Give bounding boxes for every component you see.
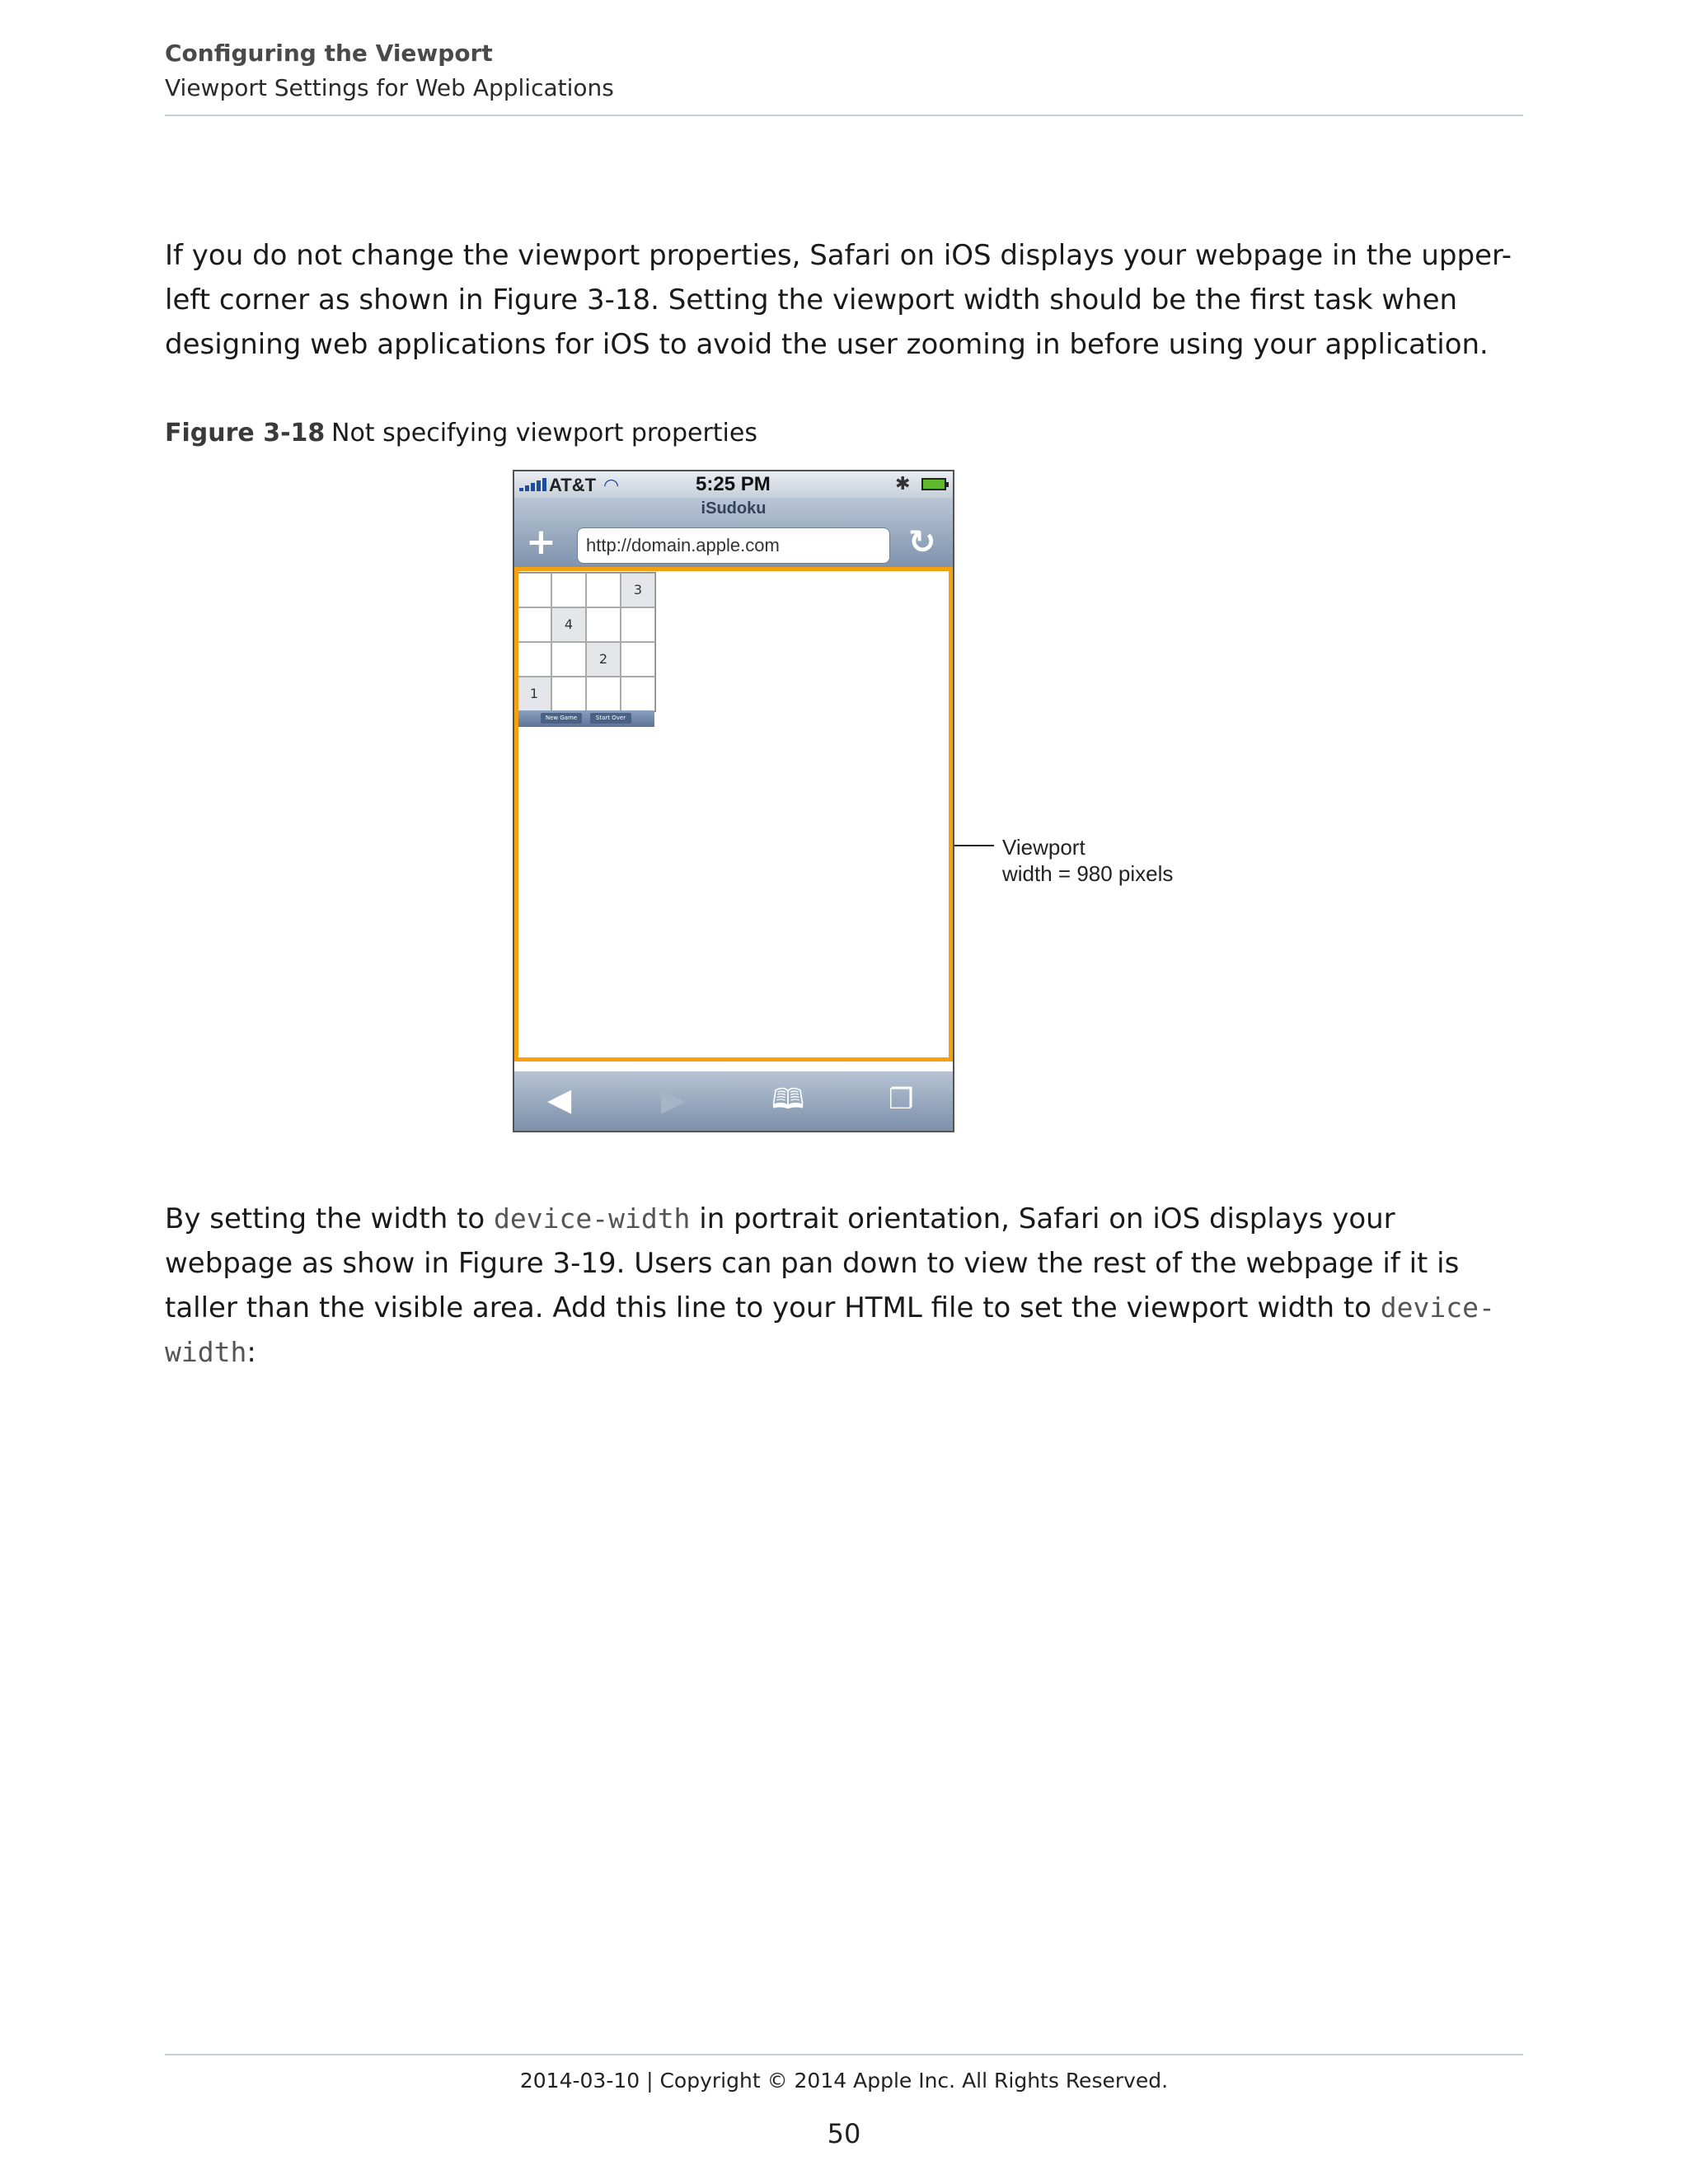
figure-label: Figure 3-18 [165,419,326,448]
para2-text-1: By setting the width to [165,1202,495,1235]
pages-icon[interactable]: ❐ [889,1083,914,1116]
callout-line-1: Viewport [1002,835,1085,860]
device-width-paragraph [165,1197,1525,1375]
intro-paragraph: If you do not change the viewport properties, Safari on iOS displays your webpage in the upper-left corner as shown in Figure 3-18. Setting the viewport width should be the first task when designing web applications for iOS to avoid the user zooming in before using your application. [165,239,1512,361]
sudoku-cell[interactable]: 2 [586,642,621,677]
safari-address-bar [514,498,953,567]
footer-copyright: 2014-03-10 | Copyright © 2014 Apple Inc. All Rights Reserved. [519,2069,1169,2093]
header-divider [165,115,1523,116]
page-title: iSudoku [701,499,767,518]
viewport-highlight [514,567,953,1062]
url-field[interactable]: http://domain.apple.com [577,527,890,564]
new-game-button[interactable]: New Game [541,713,582,724]
sudoku-cell[interactable]: 1 [517,677,551,711]
bluetooth-icon: ✱ [895,473,911,494]
running-header-section: Viewport Settings for Web Applications [165,74,614,101]
bookmarks-icon[interactable]: 🕮 [771,1083,805,1116]
status-bar [514,471,953,498]
callout-line-2: width = 980 pixels [1002,861,1174,886]
signal-strength-icon [519,478,546,491]
reload-icon[interactable]: ↻ [908,523,936,561]
iphone-screenshot [513,470,954,1132]
para2-text-2: in portrait orientation, Safari on iOS displays your webpage as show in Figure 3-19. Users can pan down to view the rest of the webpage if it is taller than the visible area. Add this line to your HTML file to set the viewport width to [165,1202,1460,1324]
para2-text-3: : [246,1336,256,1369]
safari-toolbar [514,1071,953,1131]
start-over-button[interactable]: Start Over [590,713,631,724]
running-header-chapter: Configuring the Viewport [165,40,493,67]
battery-icon [921,478,946,490]
sudoku-cell[interactable]: 4 [551,607,586,642]
status-time: 5:25 PM [696,473,771,495]
page-number: 50 [827,2118,861,2149]
carrier-name: AT&T [549,475,597,495]
device-width-code: device-width [494,1202,691,1235]
callout-leader-line [954,845,994,846]
figure-caption: Not specifying viewport properties [331,419,757,448]
footer-divider [165,2054,1523,2055]
viewport-callout [1002,834,1173,887]
back-icon[interactable]: ◀ [547,1081,572,1118]
forward-icon[interactable]: ▶ [661,1081,686,1118]
device-width-code: device-width [165,1291,1495,1368]
add-bookmark-icon[interactable]: + [526,521,556,563]
wifi-icon: ◠ [603,475,620,495]
sudoku-cell[interactable]: 3 [621,573,655,607]
